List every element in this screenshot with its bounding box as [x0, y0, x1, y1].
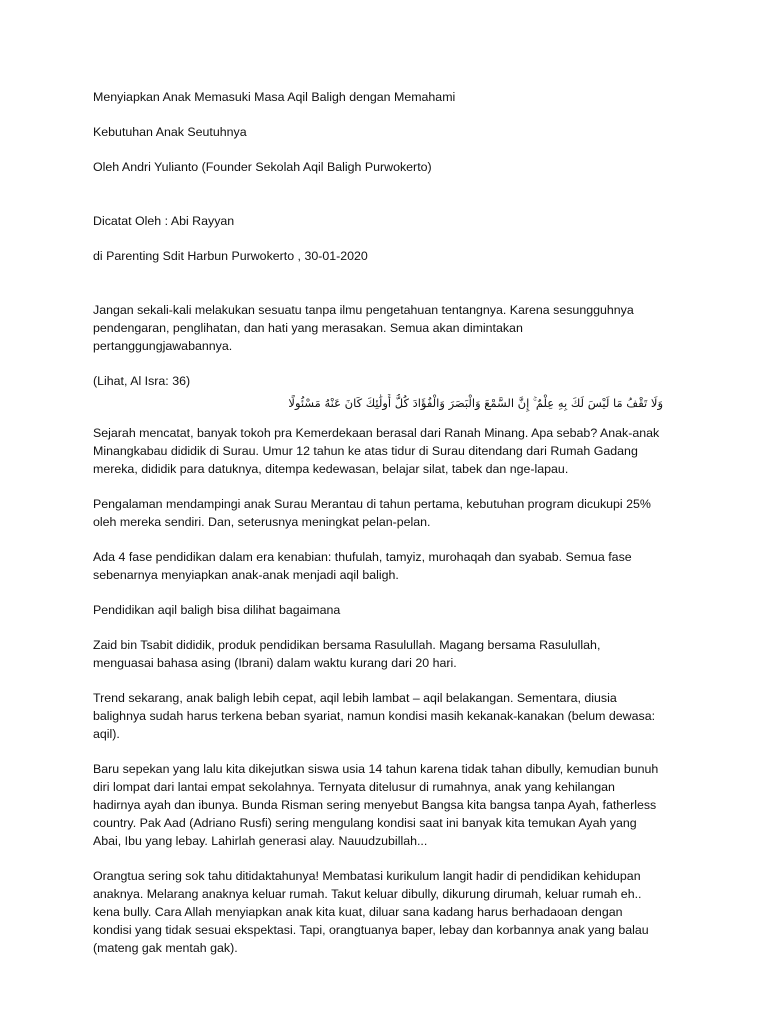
paragraph-8: Baru sepekan yang lalu kita dikejutkan siswa usia 14 tahun karena tidak tahan dibully, kemudian bunuh diri lompat dari lantai empat sekolahnya. Ternyata ditelusur di rumahnya, anak yang kehilangan hadirnya ayah dan ibunya. Bunda Risman sering menyebut Bangsa kita bangsa tanpa Ayah, fatherless country. Pak Aad (Adriano Rusfi) sering mengulang kondisi saat ini banyak kita temukan Ayah yang Abai, Ibu yang lebay. Lahirlah generasi alay. Nauudzubillah... — [93, 762, 659, 848]
arabic-verse: وَلَا تَقْفُ مَا لَيْسَ لَكَ بِهِ عِلْمٌ ۚ إِنَّ السَّمْعَ وَالْبَصَرَ وَالْفُؤَادَ كُلُّ أُولَٰئِكَ كَانَ عَنْهُ مَسْئُولًا — [288, 396, 663, 410]
title-line-1: Menyiapkan Anak Memasuki Masa Aqil Baligh dengan Memahami — [93, 90, 456, 104]
author-line: Oleh Andri Yulianto (Founder Sekolah Aqil Baligh Purwokerto) — [93, 160, 432, 174]
recorded-by-line: Dicatat Oleh : Abi Rayyan — [93, 214, 235, 228]
paragraph-7: Trend sekarang, anak baligh lebih cepat, aqil lebih lambat – aqil belakangan. Sementara, diusia balighnya sudah harus terkena beban syariat, namun kondisi masih kekanak-kanakan (belum dewasa: aqil). — [93, 691, 656, 741]
paragraph-1: Jangan sekali-kali melakukan sesuatu tanpa ilmu pengetahuan tentangnya. Karena sesungguhnya pendengaran, penglihatan, dan hati yang merasakan. Semua akan dimintakan pertanggungjawabannya. — [93, 303, 634, 353]
paragraph-2: Sejarah mencatat, banyak tokoh pra Kemerdekaan berasal dari Ranah Minang. Apa sebab? Anak-anak Minangkabau dididik di Surau. Umur 12 tahun ke atas tidur di Surau ditendang dari Rumah Gadang mereka, dididik para datuknya, ditempa kedewasan, belajar silat, tabek dan nge-lapau. — [93, 426, 660, 476]
paragraph-5: Pendidikan aqil baligh bisa dilihat bagaimana — [93, 603, 341, 617]
paragraph-4: Ada 4 fase pendidikan dalam era kenabian: thufulah, tamyiz, murohaqah dan syabab. Semua fase sebenarnya menyiapkan anak-anak menjadi aqil baligh. — [93, 550, 632, 582]
quran-reference: (Lihat, Al Isra: 36) — [93, 374, 191, 388]
paragraph-3: Pengalaman mendampingi anak Surau Merantau di tahun pertama, kebutuhan program dicukupi 25% oleh mereka sendiri. Dan, seterusnya meningkat pelan-pelan. — [93, 497, 651, 529]
paragraph-9: Orangtua sering sok tahu ditidaktahunya! Membatasi kurikulum langit hadir di pendidikan kehidupan anaknya. Melarang anaknya keluar rumah. Takut keluar dibully, dikurung dirumah, keluar rumah eh.. kena bully. Cara Allah menyiapkan anak kita kuat, diluar sana kadang harus berhadaoan dengan kondisi yang tidak sesuai ekspektasi. Tapi, orangtuanya baper, lebay dan korbannya anak yang balau (mateng gak mentah gak). — [93, 869, 649, 955]
event-line: di Parenting Sdit Harbun Purwokerto , 30-01-2020 — [93, 249, 368, 263]
paragraph-6: Zaid bin Tsabit dididik, produk pendidikan bersama Rasulullah. Magang bersama Rasulullah, menguasai bahasa asing (Ibrani) dalam waktu kurang dari 20 hari. — [93, 638, 601, 670]
title-line-2: Kebutuhan Anak Seutuhnya — [93, 125, 247, 139]
document-page — [93, 88, 663, 974]
